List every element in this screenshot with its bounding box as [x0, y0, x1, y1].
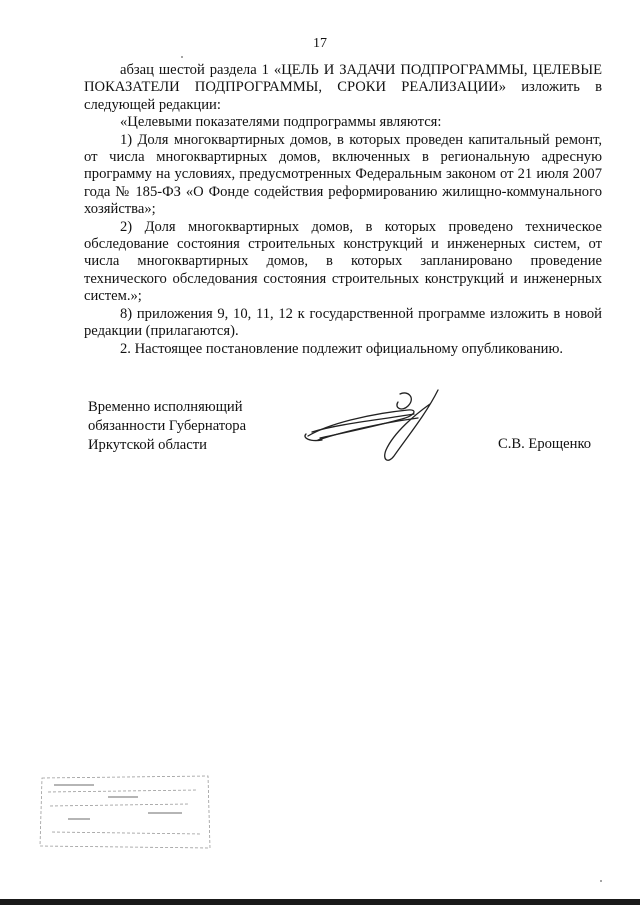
signatory-title: [88, 398, 246, 455]
paragraph-indicator-2: 2) Доля многоквартирных домов, в которых проведено техническое обследование состояния строительных конструкций и инженерных систем, от числа многоквартирных домов, в которых запланировано проведение технического обследования состояния строительных конструкций и инженерных систем.»;: [84, 218, 602, 305]
scan-bottom-edge: [0, 899, 640, 905]
paragraph-amendment-intro: абзац шестой раздела 1 «ЦЕЛЬ И ЗАДАЧИ ПОДПРОГРАММЫ, ЦЕЛЕВЫЕ ПОКАЗАТЕЛИ ПОДПРОГРАММЫ, СРОКИ РЕАЛИЗАЦИИ» изложить в следующей редакции:: [84, 62, 602, 113]
document-body: [84, 62, 602, 358]
scan-speck: [600, 880, 602, 882]
signatory-name: С.В. Ерощенко: [498, 436, 592, 452]
signatory-title-line-2: обязанности Губернатора: [88, 418, 247, 434]
paragraph-indicator-1: 1) Доля многоквартирных домов, в которых проведен капитальный ремонт, от числа многоквартирных домов, включенных в региональную адресную программу на условиях, предусмотренных Федеральным законом от 21 июля 2007 года № 185-ФЗ «О Фонде содействия реформированию жилищно-коммунального хозяйства»;: [84, 131, 602, 218]
scan-speck: [181, 56, 183, 58]
handwritten-signature: [298, 384, 458, 466]
signatory-title-line-1: Временно исполняющий: [88, 399, 243, 415]
page-number: 17: [313, 36, 327, 51]
paragraph-target-indicators: «Целевыми показателями подпрограммы являются:: [120, 114, 442, 131]
paragraph-appendices: 8) приложения 9, 10, 11, 12 к государственной программе изложить в новой редакции (прилагаются).: [84, 305, 602, 340]
paragraph-publication: 2. Настоящее постановление подлежит официальному опубликованию.: [120, 340, 564, 357]
faded-stamp: [38, 772, 216, 852]
signatory-title-line-3: Иркутской области: [88, 437, 207, 453]
